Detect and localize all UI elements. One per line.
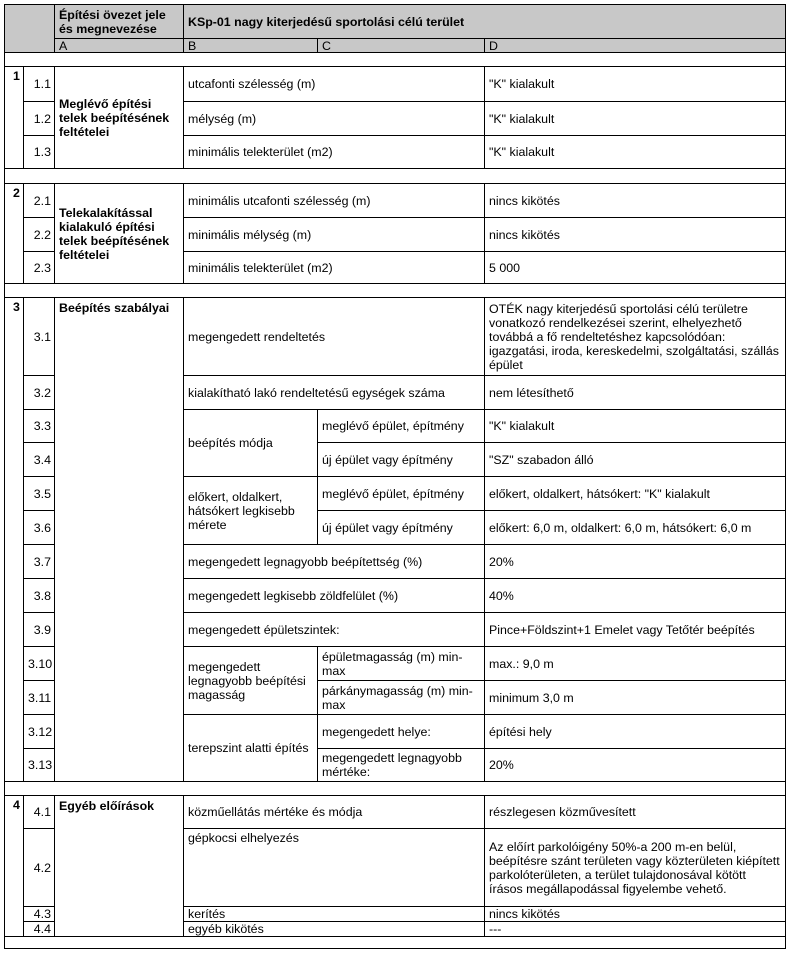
- section-number: 4: [5, 796, 24, 937]
- param-value: 5 000: [485, 252, 786, 284]
- column-letter-d: D: [485, 39, 786, 53]
- param-value: 20%: [485, 545, 786, 579]
- row-id: 3.3: [24, 410, 55, 443]
- param-value: "SZ" szabadon álló: [485, 443, 786, 477]
- row-id: 1.2: [24, 102, 55, 136]
- param-value: minimum 3,0 m: [485, 681, 786, 715]
- section-group-label: Beépítés szabályai: [55, 298, 184, 782]
- spacer-row: [5, 53, 786, 67]
- column-letter-a: A: [55, 39, 184, 53]
- spacer-row: [5, 782, 786, 796]
- param-value: "K" kialakult: [485, 136, 786, 169]
- param-value: részlegesen közművesített: [485, 796, 786, 829]
- param-label: megengedett legnagyobb beépítettség (%): [184, 545, 485, 579]
- param-value: építési hely: [485, 715, 786, 749]
- column-letter-b: B: [184, 39, 318, 53]
- table-row: [5, 67, 786, 102]
- param-label: előkert, oldalkert, hátsókert legkisebb mérete: [184, 477, 318, 545]
- param-value: nincs kikötés: [485, 184, 786, 218]
- column-letter-c: C: [318, 39, 485, 53]
- row-id: 4.1: [24, 796, 55, 829]
- zoning-regulation-table: [4, 4, 786, 949]
- param-value: előkert, oldalkert, hátsókert: "K" kialakult: [485, 477, 786, 511]
- sub-param-label: meglévő épület, építmény: [318, 410, 485, 443]
- row-id: 3.7: [24, 545, 55, 579]
- row-id: 3.10: [24, 647, 55, 681]
- row-id: 4.4: [24, 922, 55, 937]
- section-number: 3: [5, 298, 24, 782]
- table-row: [5, 298, 786, 376]
- row-id: 4.2: [24, 829, 55, 907]
- param-value: max.: 9,0 m: [485, 647, 786, 681]
- param-label: közműellátás mértéke és módja: [184, 796, 485, 829]
- row-id: 3.8: [24, 579, 55, 613]
- row-id: 1.1: [24, 67, 55, 102]
- param-label: kerítés: [184, 907, 485, 922]
- param-label: megengedett rendeltetés: [184, 298, 485, 376]
- param-label: beépítés módja: [184, 410, 318, 477]
- param-label: kialakítható lakó rendeltetésű egységek száma: [184, 376, 485, 410]
- param-value: OTÉK nagy kiterjedésű sportolási célú területre vonatkozó rendelkezései szerint, elhelyezhető továbbá a fő rendeltetéshez kapcsolódóan: igazgatási, iroda, kereskedelmi, szolgáltatási, szállás épület: [485, 298, 786, 376]
- row-id: 1.3: [24, 136, 55, 169]
- param-value: "K" kialakult: [485, 67, 786, 102]
- param-label: egyéb kikötés: [184, 922, 485, 937]
- sub-param-label: meglévő épület, építmény: [318, 477, 485, 511]
- param-value: 40%: [485, 579, 786, 613]
- param-label: minimális utcafonti szélesség (m): [184, 184, 485, 218]
- param-value: előkert: 6,0 m, oldalkert: 6,0 m, hátsókert: 6,0 m: [485, 511, 786, 545]
- param-label: minimális telekterület (m2): [184, 252, 485, 284]
- sub-param-label: új épület vagy építmény: [318, 443, 485, 477]
- param-value: 20%: [485, 749, 786, 782]
- param-value: "K" kialakult: [485, 410, 786, 443]
- param-label: mélység (m): [184, 102, 485, 136]
- sub-param-label: párkánymagasság (m) min-max: [318, 681, 485, 715]
- row-id: 2.2: [24, 218, 55, 252]
- param-label: minimális telekterület (m2): [184, 136, 485, 169]
- table-row: [5, 184, 786, 218]
- row-id: 3.5: [24, 477, 55, 511]
- section-group-label: Meglévő építési telek beépítésének feltételei: [55, 67, 184, 169]
- row-id: 3.9: [24, 613, 55, 647]
- spacer-row: [5, 937, 786, 949]
- row-id: 3.13: [24, 749, 55, 782]
- param-label: megengedett épületszintek:: [184, 613, 485, 647]
- sub-param-label: épületmagasság (m) min-max: [318, 647, 485, 681]
- header-row: [5, 5, 786, 39]
- param-value: Pince+Földszint+1 Emelet vagy Tetőtér beépítés: [485, 613, 786, 647]
- column-letter-row: [5, 39, 786, 53]
- zone-title: KSp-01 nagy kiterjedésű sportolási célú terület: [184, 5, 786, 39]
- param-label: gépkocsi elhelyezés: [184, 829, 485, 907]
- row-id: 3.4: [24, 443, 55, 477]
- row-id: 3.2: [24, 376, 55, 410]
- param-label: megengedett legkisebb zöldfelület (%): [184, 579, 485, 613]
- row-id: 2.1: [24, 184, 55, 218]
- section-number: 1: [5, 67, 24, 169]
- row-id: 3.11: [24, 681, 55, 715]
- spacer-row: [5, 284, 786, 298]
- sub-param-label: megengedett legnagyobb mértéke:: [318, 749, 485, 782]
- param-value: nincs kikötés: [485, 218, 786, 252]
- row-id: 2.3: [24, 252, 55, 284]
- param-value: "K" kialakult: [485, 102, 786, 136]
- section-group-label: Egyéb előírások: [55, 796, 184, 937]
- row-id: 3.6: [24, 511, 55, 545]
- row-id: 3.1: [24, 298, 55, 376]
- param-label: terepszint alatti építés: [184, 715, 318, 782]
- param-label: minimális mélység (m): [184, 218, 485, 252]
- row-id: 4.3: [24, 907, 55, 922]
- param-label: utcafonti szélesség (m): [184, 67, 485, 102]
- param-value: nem létesíthető: [485, 376, 786, 410]
- param-value: Az előírt parkolóigény 50%-a 200 m-en belül, beépítésre szánt területen vagy közterületen kiépített parkolóterületen, a terület tulajdonosával kötött írásos megállapodással figyelembe vehető.: [485, 829, 786, 907]
- sub-param-label: új épület vagy építmény: [318, 511, 485, 545]
- sub-param-label: megengedett helye:: [318, 715, 485, 749]
- param-label: megengedett legnagyobb beépítési magasság: [184, 647, 318, 715]
- table-row: [5, 796, 786, 829]
- header-corner: [5, 5, 55, 53]
- zone-code-header: Építési övezet jele és megnevezése: [55, 5, 184, 39]
- section-number: 2: [5, 184, 24, 284]
- section-group-label: Telekalakítással kialakuló építési telek beépítésének feltételei: [55, 184, 184, 284]
- param-value: nincs kikötés: [485, 907, 786, 922]
- row-id: 3.12: [24, 715, 55, 749]
- param-value: ---: [485, 922, 786, 937]
- spacer-row: [5, 169, 786, 184]
